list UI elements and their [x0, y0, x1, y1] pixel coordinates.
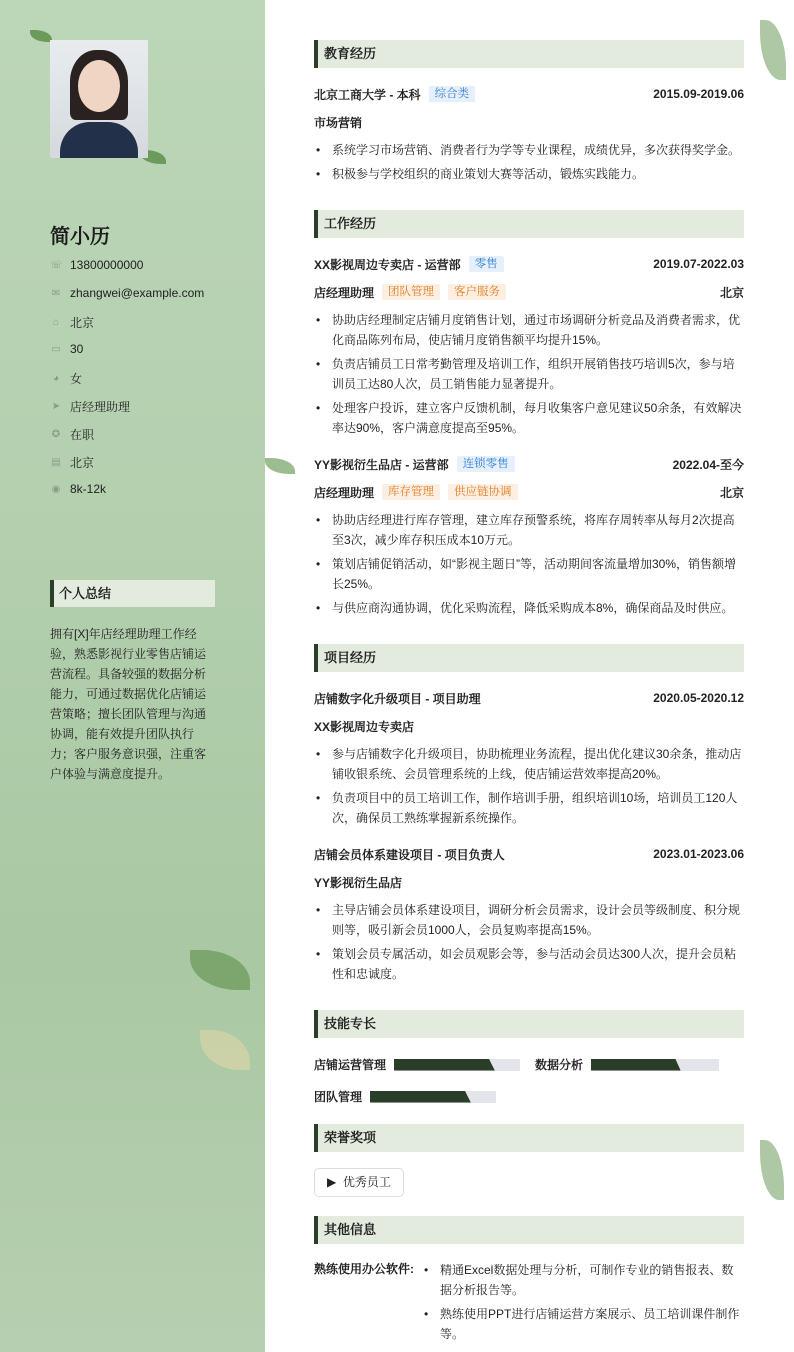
bullet-item: • 协助店经理制定店铺月度销售计划，通过市场调研分析竞品及消费者需求，优化商品陈列布局，使店铺月度销售额平均提升15%。: [314, 310, 744, 350]
avatar: [50, 40, 148, 158]
company: YY影视衍生品店 - 运营部: [314, 457, 449, 472]
contact-text: 北京: [70, 456, 95, 470]
other-label: 熟练使用办公软件:: [314, 1262, 414, 1276]
status-icon: ✪: [51, 429, 61, 440]
role-row: [314, 282, 744, 302]
leaf-decoration: [760, 20, 786, 80]
skill-bar: [394, 1059, 520, 1071]
contact-item: [50, 258, 143, 272]
contact-item: [50, 398, 130, 415]
bullet-item: • 处理客户投诉，建立客户反馈机制，每月收集客户意见建议50余条，有效解决率达90%，客户满意度提高至95%。: [314, 398, 744, 438]
home-icon: ⌂: [52, 317, 60, 328]
phone-icon: ☏: [50, 259, 63, 271]
bullet-item: • 精通Excel数据处理与分析，可制作专业的销售报表、数据分析报告等。: [422, 1260, 744, 1300]
bullet-item: • 系统学习市场营销、消费者行为学等专业课程，成绩优异，多次获得奖学金。: [314, 140, 744, 160]
building-icon: ▤: [51, 457, 61, 468]
major: 市场营销: [314, 115, 363, 130]
bullet-item: • 负责项目中的员工培训工作，制作培训手册，组织培训10场，培训员工120人次，确保员工熟练掌握新系统操作。: [314, 788, 744, 828]
leaf-decoration: [265, 458, 295, 474]
skill-bar-fill: [394, 1059, 495, 1071]
role: 店经理助理: [314, 485, 375, 500]
gender-icon: ◕: [52, 373, 60, 384]
skill-name: 团队管理: [314, 1090, 363, 1104]
education-row: [314, 84, 744, 104]
project-row: [314, 688, 744, 708]
flower-decoration: [200, 1030, 250, 1070]
bullet-item: • 与供应商沟通协调，优化采购流程，降低采购成本8%，确保商品及时供应。: [314, 598, 744, 618]
bullet-item: • 策划会员专属活动，如会员观影会等，参与活动会员达300人次，提升会员粘性和忠诚度。: [314, 944, 744, 984]
award-label: 优秀员工: [342, 1175, 391, 1189]
project-org: YY影视衍生品店: [314, 875, 403, 890]
flower-decoration: [190, 950, 250, 990]
skill-tag: 库存管理: [382, 484, 440, 500]
work-row: [314, 454, 744, 474]
skill-bar: [591, 1059, 719, 1071]
contact-item: [50, 314, 94, 331]
other-bullets: [422, 1260, 744, 1348]
contact-text: zhangwei@example.com: [70, 286, 205, 300]
education-date: 2015.09-2019.06: [653, 87, 744, 101]
contact-item: [50, 286, 204, 300]
leaf-decoration: [30, 30, 52, 42]
bullet-item: • 负责店铺员工日常考勤管理及培训工作，组织开展销售技巧培训5次，参与培训员工达80人次，员工销售能力显著提升。: [314, 354, 744, 394]
skill-tag: 供应链协调: [448, 484, 518, 500]
skill-bar: [370, 1091, 496, 1103]
leaf-decoration: [760, 1140, 784, 1200]
skill-tag: 团队管理: [382, 284, 440, 300]
salary-icon: ◉: [51, 483, 61, 495]
other-heading: 其他信息: [314, 1216, 744, 1244]
education-heading: 教育经历: [314, 40, 744, 68]
skill-item: [314, 1056, 520, 1073]
mail-icon: ✉: [51, 287, 61, 299]
city: 北京: [719, 285, 744, 300]
contact-item: [50, 370, 82, 387]
contact-text: 13800000000: [70, 258, 144, 272]
skill-bar-fill: [591, 1059, 681, 1071]
work-bullets: [314, 310, 744, 442]
project-name: 店铺数字化升级项目 - 项目助理: [314, 691, 481, 706]
work-heading: 工作经历: [314, 210, 744, 238]
bullet-item: • 协助店经理进行库存管理，建立库存预警系统，将库存周转率从每月2次提高至3次，减少库存积压成本10万元。: [314, 510, 744, 550]
summary-text: 拥有[X]年店经理助理工作经验，熟悉影视行业零售店铺运营流程。具备较强的数据分析能力，可通过数据优化店铺运营策略；擅长团队管理与沟通协调，能有效提升团队执行力；客户服务意识强，注重客户体验与满意度提升。: [50, 627, 207, 781]
summary-heading: 个人总结: [50, 580, 215, 607]
bullet-item: • 策划店铺促销活动，如“影视主题日”等，活动期间客流量增加30%，销售额增长25%。: [314, 554, 744, 594]
skill-bar-fill: [370, 1091, 471, 1103]
skill-item: [535, 1056, 719, 1073]
bullet-item: • 积极参与学校组织的商业策划大赛等活动，锻炼实践能力。: [314, 164, 744, 184]
bullet-item: • 参与店铺数字化升级项目，协助梳理业务流程，提出优化建议30余条，推动店铺收银系统、会员管理系统的上线，使店铺运营效率提高20%。: [314, 744, 744, 784]
contact-text: 女: [70, 372, 83, 386]
contact-item: [50, 342, 83, 356]
contact-text: 8k-12k: [70, 482, 107, 496]
school-tag: 综合类: [429, 86, 476, 102]
skills-heading: 技能专长: [314, 1010, 744, 1038]
project-date: 2020.05-2020.12: [653, 691, 744, 705]
contact-text: 30: [70, 342, 84, 356]
send-icon: ➤: [51, 401, 61, 412]
education-bullets: [314, 140, 744, 188]
project-org: XX影视周边专卖店: [314, 719, 415, 734]
project-bullets: [314, 744, 744, 832]
work-bullets: [314, 510, 744, 622]
project-date: 2023.01-2023.06: [653, 847, 744, 861]
project-bullets: [314, 900, 744, 988]
skill-item: [314, 1088, 496, 1105]
school: 北京工商大学 - 本科: [314, 87, 421, 102]
project-name: 店铺会员体系建设项目 - 项目负责人: [314, 847, 505, 862]
bullet-item: • 熟练使用PPT进行店铺运营方案展示、员工培训课件制作等。: [422, 1304, 744, 1344]
contact-item: [50, 426, 94, 443]
contact-item: [50, 482, 106, 496]
role: 店经理助理: [314, 285, 375, 300]
contact-item: [50, 454, 94, 471]
contact-text: 在职: [70, 428, 95, 442]
work-date: 2022.04-至今: [672, 457, 744, 472]
play-icon: ▶: [327, 1175, 337, 1189]
award-item[interactable]: [314, 1168, 404, 1197]
skill-tag: 客户服务: [448, 284, 506, 300]
company: XX影视周边专卖店 - 运营部: [314, 257, 461, 272]
work-row: [314, 254, 744, 274]
project-row: [314, 844, 744, 864]
city: 北京: [719, 485, 744, 500]
bullet-item: • 主导店铺会员体系建设项目，调研分析会员需求，设计会员等级制度、积分规则等，吸引新会员1000人，会员复购率提高15%。: [314, 900, 744, 940]
profile-name: 简小历: [50, 226, 110, 248]
sidebar: [0, 0, 265, 1352]
work-date: 2019.07-2022.03: [653, 257, 744, 271]
skill-name: 店铺运营管理: [314, 1058, 387, 1072]
contact-text: 北京: [70, 316, 95, 330]
industry-tag: 连锁零售: [457, 456, 515, 472]
skill-name: 数据分析: [535, 1058, 584, 1072]
age-icon: ▭: [51, 343, 61, 355]
industry-tag: 零售: [469, 256, 504, 272]
projects-heading: 项目经历: [314, 644, 744, 672]
contact-text: 店经理助理: [70, 400, 131, 414]
awards-heading: 荣誉奖项: [314, 1124, 744, 1152]
role-row: [314, 482, 744, 502]
